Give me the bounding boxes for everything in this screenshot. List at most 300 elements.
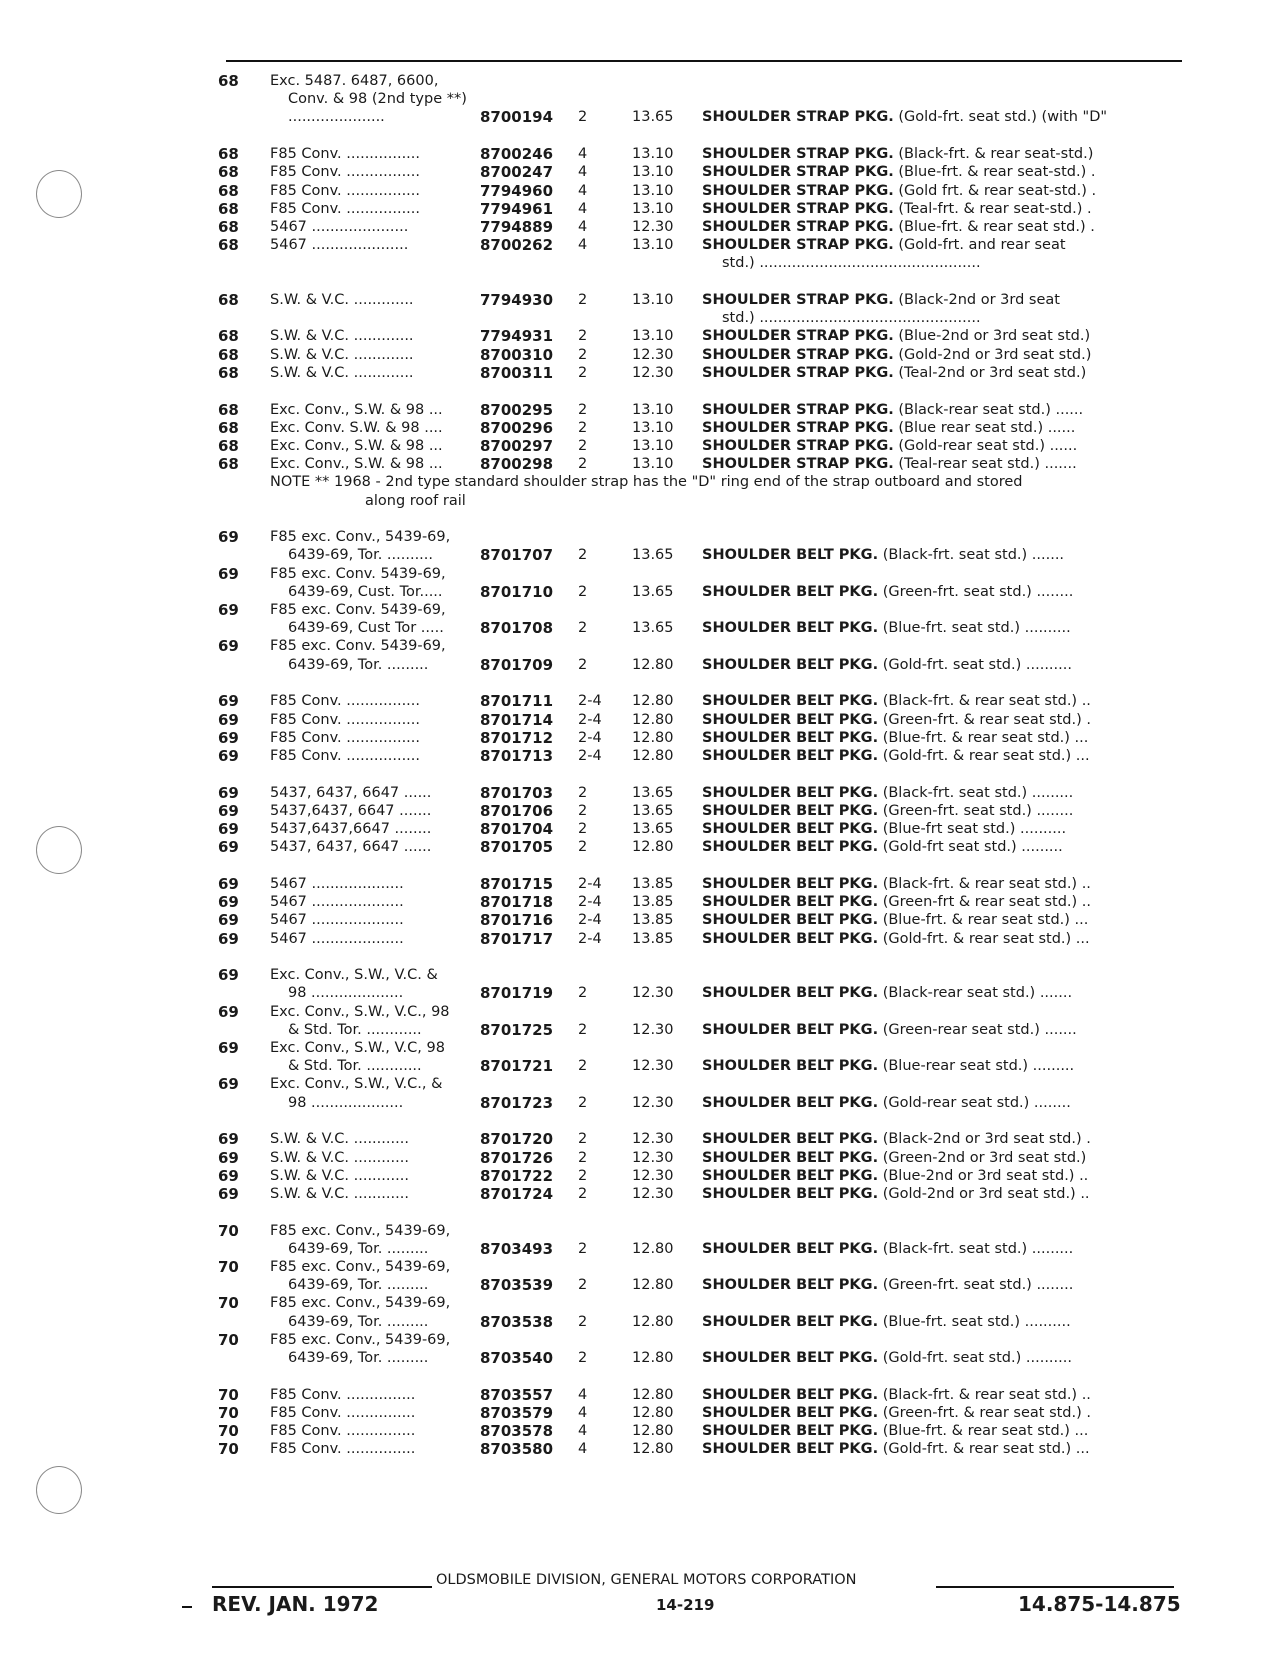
quantity-cell: 2: [578, 456, 588, 473]
year-cell: 68: [218, 199, 239, 218]
model-cell: S.W. & V.C. ............: [270, 1185, 409, 1202]
part-number-cell: 8701717: [480, 929, 554, 948]
model-cell: S.W. & V.C. ............: [270, 1149, 409, 1166]
year-cell: 69: [218, 1002, 239, 1021]
model-cell: Exc. Conv., S.W., V.C, 98: [270, 1040, 445, 1056]
price-cell: 12.30: [632, 1185, 674, 1202]
model-cell: F85 exc. Conv. 5439-69,: [270, 565, 446, 582]
description-heading: SHOULDER BELT PKG.: [702, 1313, 879, 1330]
description-heading: SHOULDER BELT PKG.: [702, 985, 879, 1002]
table-row: [0, 1039, 1281, 1058]
description-cell: SHOULDER STRAP PKG. (Black-2nd or 3rd seat: [702, 292, 1060, 308]
year-cell: 69: [218, 1184, 239, 1203]
model-cell: Exc. Conv., S.W. & 98 ...: [270, 456, 443, 473]
description-heading: SHOULDER BELT PKG.: [702, 784, 879, 801]
quantity-cell: 2: [578, 839, 588, 856]
model-cell: F85 exc. Conv. 5439-69,: [270, 602, 446, 618]
model-cell: Exc. Conv., S.W. & 98 ...: [270, 437, 443, 454]
quantity-cell: 2: [578, 547, 588, 564]
price-cell: 12.30: [632, 364, 674, 381]
year-cell: 70: [218, 1258, 239, 1276]
part-number-cell: 8703538: [480, 1312, 554, 1331]
table-row: [0, 346, 1281, 365]
description-heading: SHOULDER BELT PKG.: [702, 912, 879, 929]
quantity-cell: 2: [578, 1094, 588, 1111]
year-cell: 68: [218, 436, 239, 455]
description-heading: SHOULDER STRAP PKG.: [702, 292, 894, 308]
description-heading: SHOULDER BELT PKG.: [702, 711, 879, 728]
model-cell: 6439-69, Tor. .........: [288, 1240, 429, 1257]
footer-rule-left: [212, 1586, 432, 1588]
description-heading: SHOULDER STRAP PKG.: [702, 109, 894, 126]
part-number-cell: 8701709: [480, 655, 554, 674]
description-heading: SHOULDER BELT PKG.: [702, 547, 879, 564]
model-cell: Exc. Conv., S.W., V.C., &: [270, 1076, 443, 1093]
quantity-cell: 4: [578, 1404, 588, 1421]
table-row: [0, 1440, 1281, 1459]
table-row: [0, 72, 1281, 91]
quantity-cell: 4: [578, 182, 588, 199]
model-cell: 6439-69, Cust. Tor.....: [288, 583, 443, 600]
description-cell: SHOULDER BELT PKG. (Green-frt & rear seat std.) ..: [702, 894, 1091, 911]
model-cell: & Std. Tor. ............: [288, 1021, 422, 1038]
description-heading: SHOULDER BELT PKG.: [702, 729, 879, 746]
year-cell: 69: [218, 692, 239, 711]
description-heading: SHOULDER STRAP PKG.: [702, 328, 894, 345]
part-number-cell: 8701719: [480, 984, 554, 1003]
price-cell: 12.30: [632, 1021, 674, 1038]
description-cell: SHOULDER BELT PKG. (Black-frt. seat std.) .........: [702, 784, 1074, 801]
model-cell: Exc. Conv., S.W., V.C., 98: [270, 1003, 450, 1020]
part-number-cell: 8701710: [480, 582, 554, 601]
price-cell: 12.30: [632, 1094, 674, 1111]
description-heading: SHOULDER BELT PKG.: [702, 1131, 879, 1148]
model-cell: F85 exc. Conv., 5439-69,: [270, 1222, 451, 1239]
price-cell: 13.10: [632, 401, 674, 418]
model-cell: 5437, 6437, 6647 ......: [270, 784, 432, 801]
price-cell: 13.85: [632, 912, 674, 929]
price-cell: 12.80: [632, 1386, 674, 1403]
table-row: [0, 966, 1281, 985]
price-cell: 12.80: [632, 693, 674, 710]
price-cell: 13.10: [632, 292, 674, 308]
description-heading: SHOULDER BELT PKG.: [702, 620, 879, 637]
model-cell: 6439-69, Tor. .........: [288, 1313, 429, 1330]
table-row: [0, 1349, 1281, 1368]
year-cell: 69: [218, 893, 239, 912]
table-row: [0, 1003, 1281, 1022]
description-heading: SHOULDER STRAP PKG.: [702, 237, 894, 254]
price-cell: 12.80: [632, 839, 674, 856]
table-row: [0, 1386, 1281, 1405]
description-cell: std.) ................................................: [722, 310, 981, 327]
part-number-cell: 8701703: [480, 783, 554, 802]
price-cell: 13.10: [632, 437, 674, 454]
description-heading: SHOULDER BELT PKG.: [702, 821, 879, 837]
model-cell: F85 Conv. ................: [270, 182, 421, 199]
model-cell: F85 Conv. ...............: [270, 1423, 416, 1440]
price-cell: 13.10: [632, 200, 674, 217]
quantity-cell: 2: [578, 1277, 588, 1294]
price-cell: 12.80: [632, 1240, 674, 1257]
quantity-cell: 2-4: [578, 747, 602, 764]
description-heading: SHOULDER BELT PKG.: [702, 583, 879, 600]
part-number-cell: 8701708: [480, 619, 554, 638]
description-heading: SHOULDER BELT PKG.: [702, 1441, 879, 1458]
price-cell: 12.30: [632, 1058, 674, 1075]
model-cell: 5467 ....................: [270, 912, 404, 929]
part-number-cell: 8701705: [480, 838, 554, 857]
description-cell: SHOULDER BELT PKG. (Gold-frt. seat std.) ..........: [702, 656, 1072, 673]
year-cell: 69: [218, 874, 239, 893]
part-number-cell: 8700262: [480, 236, 554, 255]
quantity-cell: 2: [578, 784, 588, 801]
year-cell: 68: [218, 291, 239, 309]
table-row: [0, 546, 1281, 565]
table-row: [0, 90, 1281, 109]
model-cell: 6439-69, Tor. .........: [288, 656, 429, 673]
model-cell: 5437,6437,6647 ........: [270, 821, 432, 837]
year-cell: 68: [218, 327, 239, 346]
model-cell: 5467 .....................: [270, 237, 409, 254]
description-cell: SHOULDER STRAP PKG. (Gold frt. & rear seat-std.) .: [702, 182, 1097, 199]
description-heading: SHOULDER STRAP PKG.: [702, 146, 894, 163]
table-row: [0, 583, 1281, 602]
year-cell: 69: [218, 801, 239, 820]
price-cell: 12.30: [632, 1131, 674, 1148]
price-cell: 13.65: [632, 802, 674, 819]
quantity-cell: 4: [578, 164, 588, 181]
description-heading: SHOULDER STRAP PKG.: [702, 218, 894, 235]
description-cell: SHOULDER BELT PKG. (Gold-frt. & rear seat std.) ...: [702, 747, 1090, 764]
price-cell: 13.10: [632, 328, 674, 345]
model-cell: 5437, 6437, 6647 ......: [270, 839, 432, 856]
year-cell: 68: [218, 145, 239, 164]
description-heading: SHOULDER BELT PKG.: [702, 1277, 879, 1294]
description-cell: SHOULDER BELT PKG. (Blue-frt. seat std.) ..........: [702, 1313, 1071, 1330]
model-cell: 98 ....................: [288, 1094, 404, 1111]
year-cell: 70: [218, 1422, 239, 1441]
footnote-text: along roof rail: [365, 492, 466, 509]
table-row: [0, 601, 1281, 620]
description-heading: SHOULDER BELT PKG.: [702, 875, 879, 892]
table-row: [0, 820, 1281, 839]
quantity-cell: 2: [578, 1058, 588, 1075]
quantity-cell: 2: [578, 1240, 588, 1257]
model-cell: F85 exc. Conv. 5439-69,: [270, 638, 446, 655]
quantity-cell: 2: [578, 292, 588, 308]
description-heading: SHOULDER BELT PKG.: [702, 1350, 879, 1366]
table-row: [0, 984, 1281, 1003]
quantity-cell: 2: [578, 620, 588, 637]
quantity-cell: 2: [578, 419, 588, 436]
description-heading: SHOULDER BELT PKG.: [702, 1404, 879, 1421]
table-row: [0, 218, 1281, 237]
model-cell: F85 exc. Conv., 5439-69,: [270, 1259, 451, 1275]
year-cell: 69: [218, 911, 239, 930]
table-row: [0, 163, 1281, 182]
description-heading: SHOULDER BELT PKG.: [702, 1167, 879, 1184]
section-reference: 14.875-14.875: [1018, 1592, 1181, 1616]
price-cell: 12.30: [632, 346, 674, 363]
description-cell: SHOULDER STRAP PKG. (Teal-frt. & rear seat-std.) .: [702, 200, 1092, 217]
table-row: [0, 1021, 1281, 1040]
model-cell: S.W. & V.C. ............: [270, 1167, 409, 1184]
part-number-cell: 8701713: [480, 746, 554, 765]
year-cell: 69: [218, 929, 239, 948]
quantity-cell: 4: [578, 1386, 588, 1403]
description-heading: SHOULDER STRAP PKG.: [702, 364, 894, 381]
quantity-cell: 2-4: [578, 912, 602, 929]
table-row: [0, 875, 1281, 894]
model-cell: 98 ....................: [288, 985, 404, 1002]
price-cell: 13.10: [632, 419, 674, 436]
part-number-cell: 8703579: [480, 1403, 554, 1422]
description-cell: SHOULDER BELT PKG. (Gold-frt. & rear seat std.) ...: [702, 1441, 1090, 1458]
description-heading: SHOULDER STRAP PKG.: [702, 182, 894, 199]
part-number-cell: 8701725: [480, 1020, 554, 1039]
quantity-cell: 2: [578, 437, 588, 454]
year-cell: 69: [218, 1148, 239, 1167]
model-cell: F85 exc. Conv., 5439-69,: [270, 1331, 451, 1348]
year-cell: 69: [218, 1039, 239, 1057]
model-cell: Conv. & 98 (2nd type **): [288, 91, 467, 108]
description-cell: SHOULDER BELT PKG. (Gold-2nd or 3rd seat std.) ..: [702, 1185, 1090, 1202]
description-cell: SHOULDER BELT PKG. (Black-2nd or 3rd seat std.) .: [702, 1131, 1091, 1148]
year-cell: 70: [218, 1221, 239, 1240]
description-cell: SHOULDER STRAP PKG. (Gold-rear seat std.) ......: [702, 437, 1078, 454]
table-row: [0, 1075, 1281, 1094]
description-cell: SHOULDER BELT PKG. (Black-frt. seat std.) .......: [702, 547, 1065, 564]
description-heading: SHOULDER BELT PKG.: [702, 656, 879, 673]
price-cell: 13.65: [632, 821, 674, 837]
description-cell: SHOULDER BELT PKG. (Green-frt. & rear seat std.) .: [702, 1404, 1091, 1421]
year-cell: 68: [218, 236, 239, 255]
model-cell: .....................: [288, 109, 385, 126]
table-row: [0, 1240, 1281, 1259]
year-cell: 68: [218, 363, 239, 382]
quantity-cell: 2: [578, 821, 588, 837]
price-cell: 12.30: [632, 218, 674, 235]
description-cell: SHOULDER BELT PKG. (Green-frt. seat std.) ........: [702, 1277, 1074, 1294]
price-cell: 13.65: [632, 620, 674, 637]
model-cell: 5467 ....................: [270, 930, 404, 947]
description-heading: SHOULDER BELT PKG.: [702, 1185, 879, 1202]
model-cell: Exc. Conv., S.W., V.C. &: [270, 967, 438, 984]
part-number-cell: 8700297: [480, 436, 554, 455]
table-row: [0, 1149, 1281, 1168]
year-cell: 69: [218, 728, 239, 747]
description-cell: SHOULDER STRAP PKG. (Gold-2nd or 3rd seat std.): [702, 346, 1092, 363]
description-heading: SHOULDER STRAP PKG.: [702, 437, 894, 454]
table-row: [0, 200, 1281, 219]
table-row: [0, 729, 1281, 748]
quantity-cell: 2: [578, 364, 588, 381]
description-heading: SHOULDER BELT PKG.: [702, 693, 879, 710]
page-number: 14-219: [656, 1596, 715, 1614]
description-cell: SHOULDER STRAP PKG. (Blue rear seat std.) ......: [702, 419, 1076, 436]
price-cell: 13.85: [632, 930, 674, 947]
description-heading: SHOULDER STRAP PKG.: [702, 401, 894, 418]
part-number-cell: 8700295: [480, 400, 554, 419]
table-row: [0, 419, 1281, 438]
table-row: [0, 692, 1281, 711]
part-number-cell: 8703493: [480, 1239, 554, 1258]
price-cell: 13.85: [632, 875, 674, 892]
table-row: [0, 911, 1281, 930]
description-cell: SHOULDER BELT PKG. (Gold-frt. seat std.) ..........: [702, 1350, 1072, 1366]
price-cell: 12.80: [632, 656, 674, 673]
quantity-cell: 2-4: [578, 875, 602, 892]
description-heading: SHOULDER BELT PKG.: [702, 802, 879, 819]
model-cell: F85 Conv. ................: [270, 729, 421, 746]
price-cell: 12.80: [632, 1350, 674, 1366]
year-cell: 69: [218, 1166, 239, 1185]
year-cell: 68: [218, 400, 239, 419]
model-cell: 5467 .....................: [270, 218, 409, 235]
part-number-cell: 8700194: [480, 108, 554, 127]
part-number-cell: 8701723: [480, 1093, 554, 1112]
description-heading: SHOULDER BELT PKG.: [702, 930, 879, 947]
table-row: [0, 401, 1281, 420]
table-row: [0, 108, 1281, 127]
model-cell: Exc. Conv. S.W. & 98 ....: [270, 419, 443, 436]
description-cell: SHOULDER STRAP PKG. (Blue-frt. & rear seat-std.) .: [702, 164, 1096, 181]
year-cell: 69: [218, 637, 239, 656]
table-row: [0, 565, 1281, 584]
table-row: [0, 656, 1281, 675]
model-cell: F85 Conv. ...............: [270, 1441, 416, 1458]
model-cell: 6439-69, Tor. .........: [288, 1277, 429, 1294]
model-cell: 5467 ....................: [270, 894, 404, 911]
table-row: [0, 1404, 1281, 1423]
year-cell: 69: [218, 564, 239, 583]
year-cell: 70: [218, 1403, 239, 1422]
table-row: [0, 1313, 1281, 1332]
table-row: [0, 747, 1281, 766]
year-cell: 70: [218, 1440, 239, 1459]
quantity-cell: 4: [578, 218, 588, 235]
part-number-cell: 8703539: [480, 1276, 554, 1295]
part-number-cell: 8701715: [480, 874, 554, 893]
table-row: [0, 455, 1281, 474]
footnote: [0, 473, 1281, 492]
model-cell: 5437,6437, 6647 .......: [270, 802, 432, 819]
table-row: [0, 1294, 1281, 1313]
year-cell: 68: [218, 345, 239, 364]
price-cell: 12.30: [632, 985, 674, 1002]
quantity-cell: 2: [578, 985, 588, 1002]
revision-dash: [182, 1606, 192, 1608]
price-cell: 12.80: [632, 1277, 674, 1294]
quantity-cell: 2: [578, 401, 588, 418]
part-number-cell: 7794930: [480, 291, 554, 309]
table-row: [0, 145, 1281, 164]
quantity-cell: 2: [578, 802, 588, 819]
year-cell: 68: [218, 217, 239, 236]
part-number-cell: 8701724: [480, 1184, 554, 1203]
table-row: [0, 254, 1281, 273]
description-heading: SHOULDER BELT PKG.: [702, 747, 879, 764]
model-cell: 5467 ....................: [270, 875, 404, 892]
description-cell: std.) ................................................: [722, 255, 981, 272]
description-cell: SHOULDER STRAP PKG. (Teal-2nd or 3rd seat std.): [702, 364, 1087, 381]
part-number-cell: 8701706: [480, 801, 554, 820]
description-cell: SHOULDER BELT PKG. (Green-frt. & rear seat std.) .: [702, 711, 1091, 728]
description-heading: SHOULDER STRAP PKG.: [702, 164, 894, 181]
description-heading: SHOULDER STRAP PKG.: [702, 419, 894, 436]
table-row: [0, 1130, 1281, 1149]
table-row: [0, 1167, 1281, 1186]
model-cell: F85 exc. Conv., 5439-69,: [270, 529, 451, 546]
part-number-cell: 8700298: [480, 455, 554, 474]
model-cell: F85 Conv. ...............: [270, 1404, 416, 1421]
description-cell: SHOULDER STRAP PKG. (Gold-frt. and rear seat: [702, 237, 1066, 254]
description-heading: SHOULDER BELT PKG.: [702, 1386, 879, 1403]
part-number-cell: 8701720: [480, 1130, 554, 1149]
description-cell: SHOULDER BELT PKG. (Blue-2nd or 3rd seat std.) ..: [702, 1167, 1089, 1184]
table-row: [0, 1057, 1281, 1076]
footnote-text: NOTE ** 1968 - 2nd type standard shoulder strap has the "D" ring end of the strap outboard and stored: [270, 474, 1023, 491]
description-heading: SHOULDER STRAP PKG.: [702, 200, 894, 217]
part-number-cell: 8701722: [480, 1166, 554, 1185]
table-row: [0, 309, 1281, 328]
table-row: [0, 1258, 1281, 1277]
part-number-cell: 7794931: [480, 327, 554, 346]
price-cell: 12.80: [632, 1423, 674, 1440]
part-number-cell: 8700311: [480, 363, 554, 382]
table-row: [0, 1094, 1281, 1113]
model-cell: S.W. & V.C. ............: [270, 1131, 409, 1148]
table-row: [0, 1422, 1281, 1441]
price-cell: 12.30: [632, 1167, 674, 1184]
description-cell: SHOULDER BELT PKG. (Gold-frt. & rear seat std.) ...: [702, 930, 1090, 947]
description-cell: SHOULDER STRAP PKG. (Black-frt. & rear seat-std.): [702, 146, 1094, 163]
description-cell: SHOULDER BELT PKG. (Gold-rear seat std.) ........: [702, 1094, 1071, 1111]
description-heading: SHOULDER STRAP PKG.: [702, 456, 894, 473]
table-row: [0, 838, 1281, 857]
part-number-cell: 8700246: [480, 145, 554, 164]
description-heading: SHOULDER BELT PKG.: [702, 1149, 879, 1166]
year-cell: 70: [218, 1385, 239, 1404]
part-number-cell: 8701707: [480, 546, 554, 565]
table-row: [0, 802, 1281, 821]
table-row: [0, 930, 1281, 949]
part-number-cell: 8701718: [480, 893, 554, 912]
description-cell: SHOULDER BELT PKG. (Blue-rear seat std.) .........: [702, 1058, 1075, 1075]
year-cell: 70: [218, 1330, 239, 1349]
year-cell: 70: [218, 1294, 239, 1313]
part-number-cell: 8701714: [480, 710, 554, 729]
table-row: [0, 1222, 1281, 1241]
table-row: [0, 1331, 1281, 1350]
part-number-cell: 8701711: [480, 692, 554, 711]
year-cell: 69: [218, 966, 239, 985]
year-cell: 69: [218, 783, 239, 802]
description-cell: SHOULDER BELT PKG. (Black-frt. & rear seat std.) ..: [702, 1386, 1091, 1403]
part-number-cell: 7794960: [480, 181, 554, 200]
part-number-cell: 7794889: [480, 217, 554, 236]
table-row: [0, 182, 1281, 201]
description-cell: SHOULDER STRAP PKG. (Blue-2nd or 3rd seat std.): [702, 328, 1091, 345]
model-cell: Exc. 5487. 6487, 6600,: [270, 73, 439, 89]
quantity-cell: 2-4: [578, 729, 602, 746]
quantity-cell: 4: [578, 200, 588, 217]
description-cell: SHOULDER BELT PKG. (Black-rear seat std.) .......: [702, 985, 1073, 1002]
quantity-cell: 2: [578, 1021, 588, 1038]
model-cell: F85 Conv. ................: [270, 711, 421, 728]
description-cell: SHOULDER STRAP PKG. (Teal-rear seat std.) .......: [702, 456, 1077, 473]
